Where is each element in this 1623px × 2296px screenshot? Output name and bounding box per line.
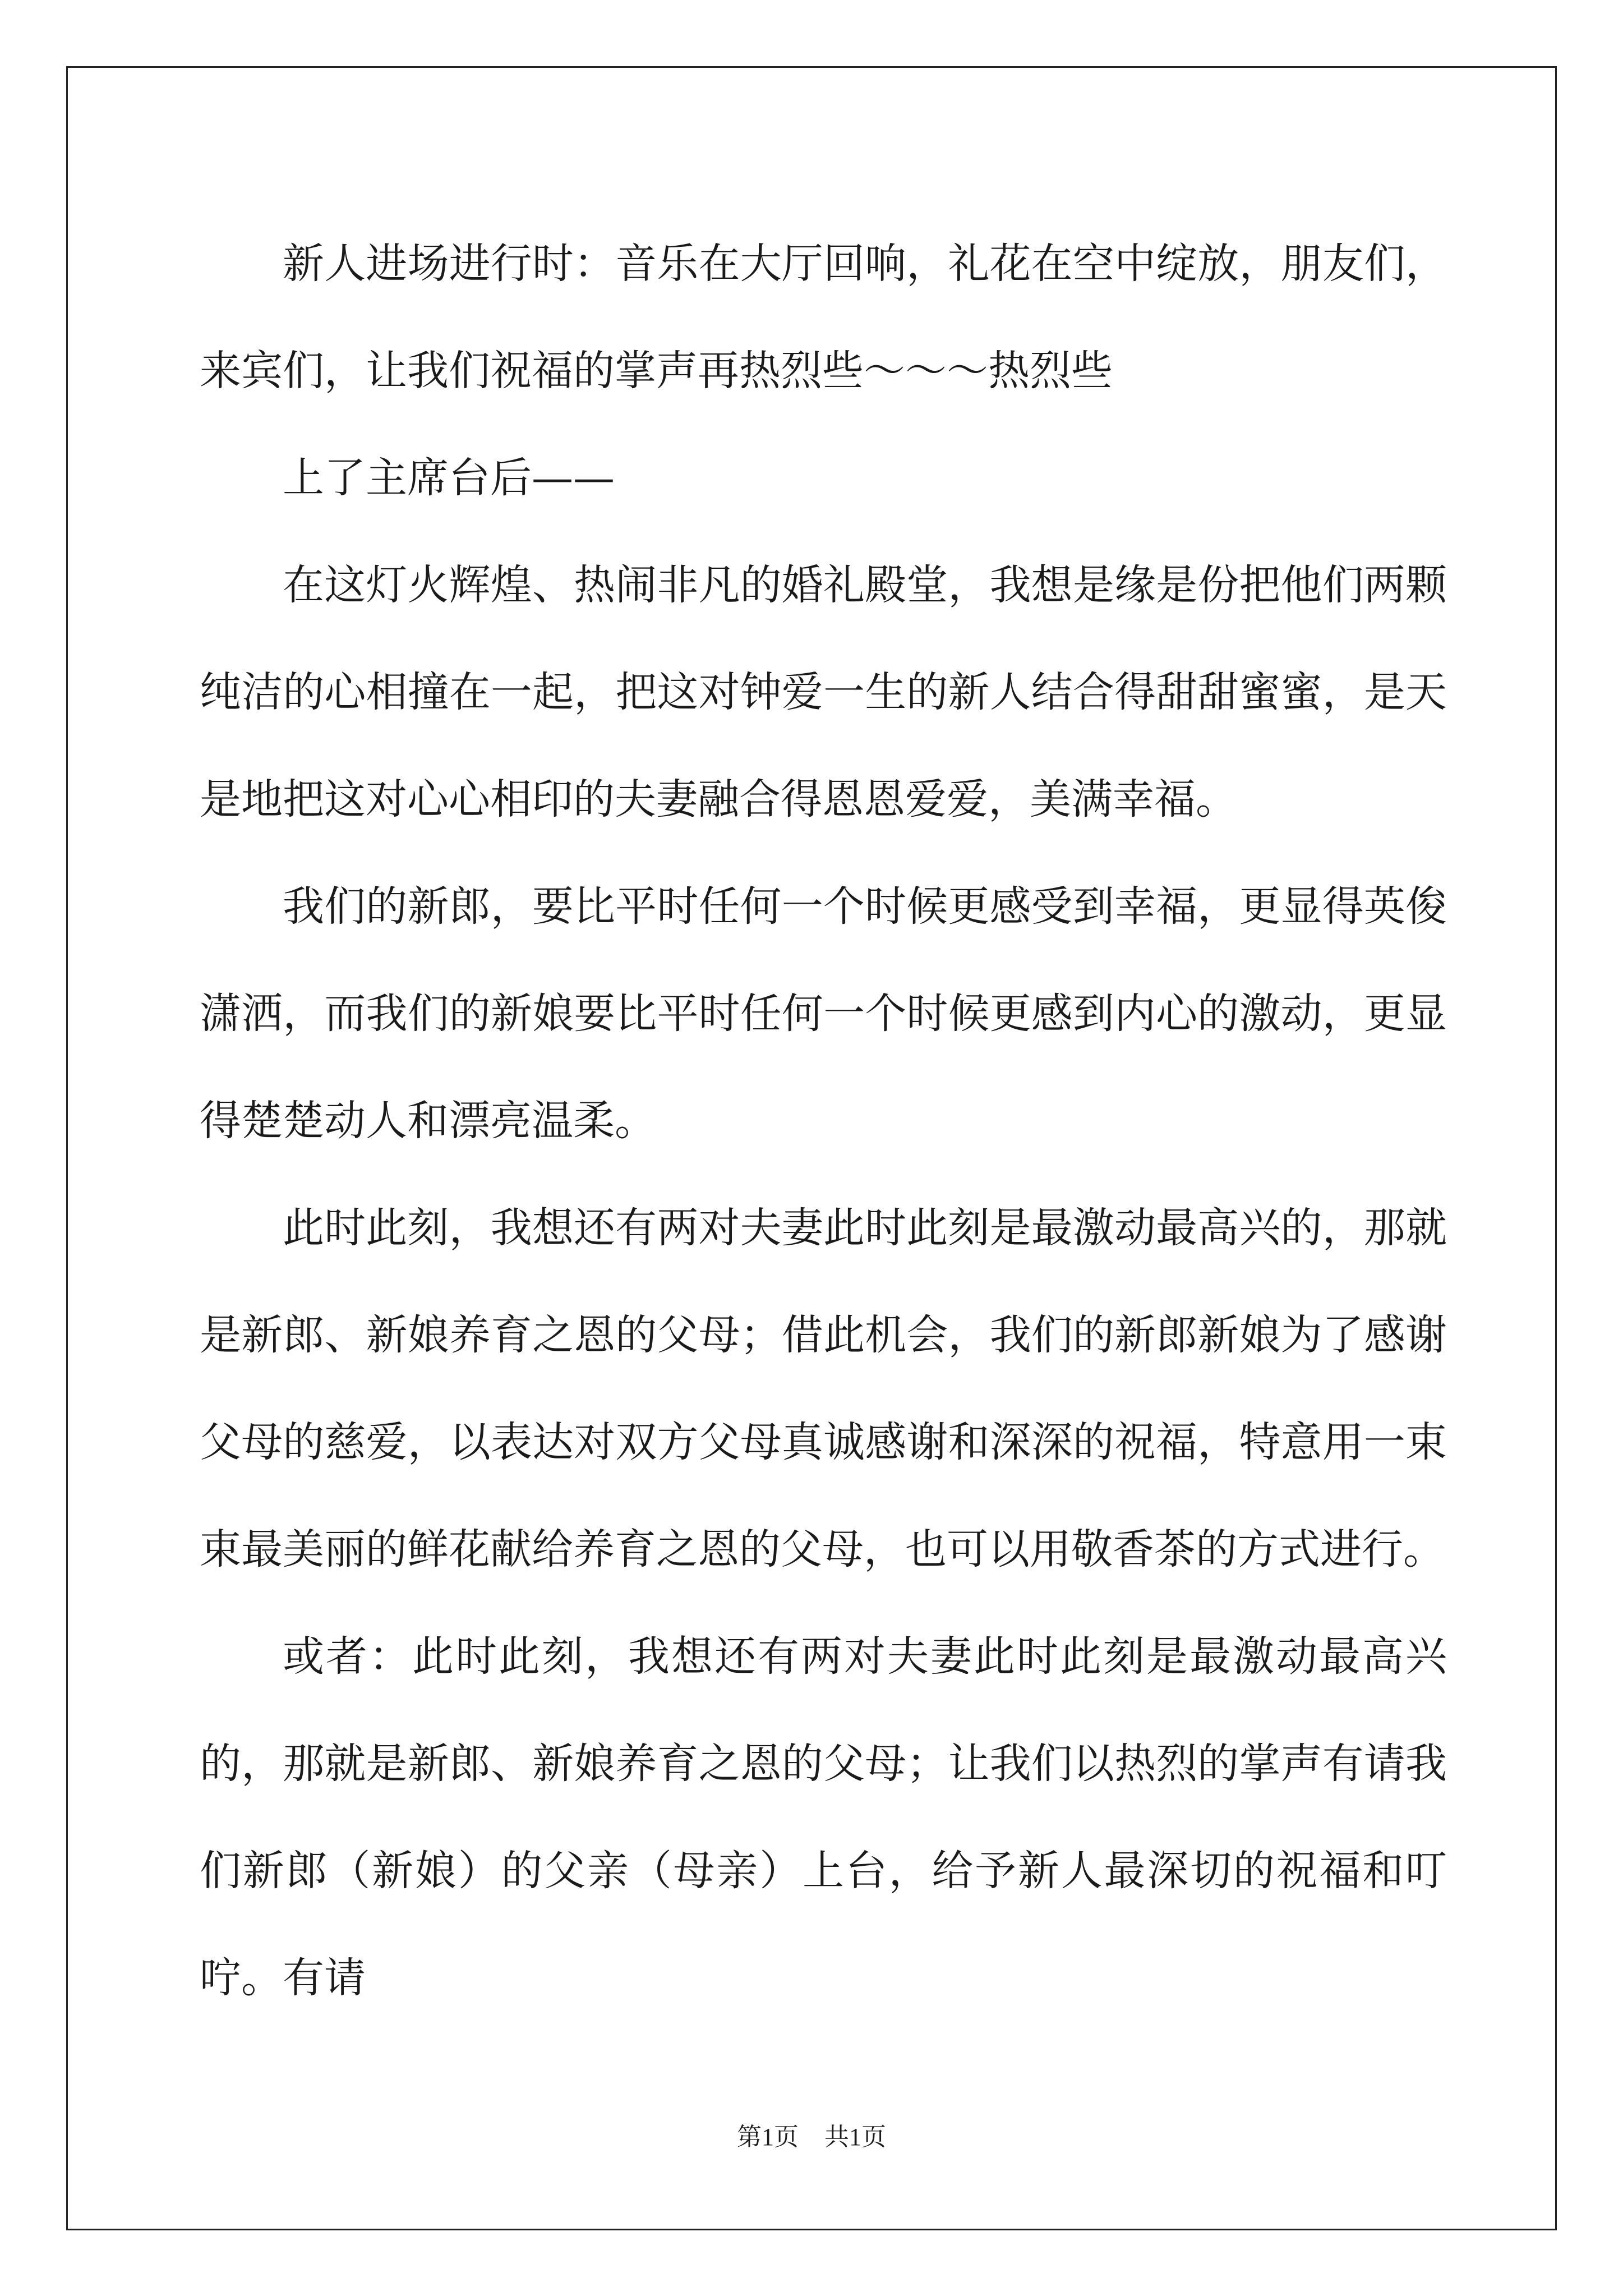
- paragraph-alternative: 或者：此时此刻，我想还有两对夫妻此时此刻是最激动最高兴的，那就是新郎、新娘养育之恩的父母；让我们以热烈的掌声有请我们新郎（新娘）的父亲（母亲）上台，给予新人最深切的祝福和叮咛。有请: [200, 1632, 1447, 2002]
- page-number: 第1页: [737, 2123, 799, 2151]
- page-total: 共1页: [824, 2123, 886, 2151]
- paragraph-parents: 此时此刻，我想还有两对夫妻此时此刻是最激动最高兴的，那就是新郎、新娘养育之恩的父母；借此机会，我们的新郎新娘为了感谢父母的慈爱，以表达对双方父母真诚感谢和深深的祝福，特意用一束束最美丽的鲜花献给养育之恩的父母，也可以用敬香茶的方式进行。: [200, 1204, 1447, 1573]
- paragraph-hall: 在这灯火辉煌、热闹非凡的婚礼殿堂，我想是缘是份把他们两颗纯洁的心相撞在一起，把这对钟爱一生的新人结合得甜甜蜜蜜，是天是地把这对心心相印的夫妻融合得恩恩爱爱，美满幸福。: [200, 561, 1447, 823]
- paragraph-stage: 上了主席台后——: [283, 454, 615, 502]
- page-footer: [0, 2120, 1623, 2154]
- document-body: [200, 210, 1447, 2032]
- paragraph-entrance: 新人进场进行时：音乐在大厅回响，礼花在空中绽放，朋友们，来宾们，让我们祝福的掌声再热烈些～～～热烈些: [200, 240, 1447, 395]
- paragraph-couple: 我们的新郎，要比平时任何一个时候更感受到幸福，更显得英俊潇洒，而我们的新娘要比平时任何一个时候更感到内心的激动，更显得楚楚动人和漂亮温柔。: [200, 882, 1447, 1145]
